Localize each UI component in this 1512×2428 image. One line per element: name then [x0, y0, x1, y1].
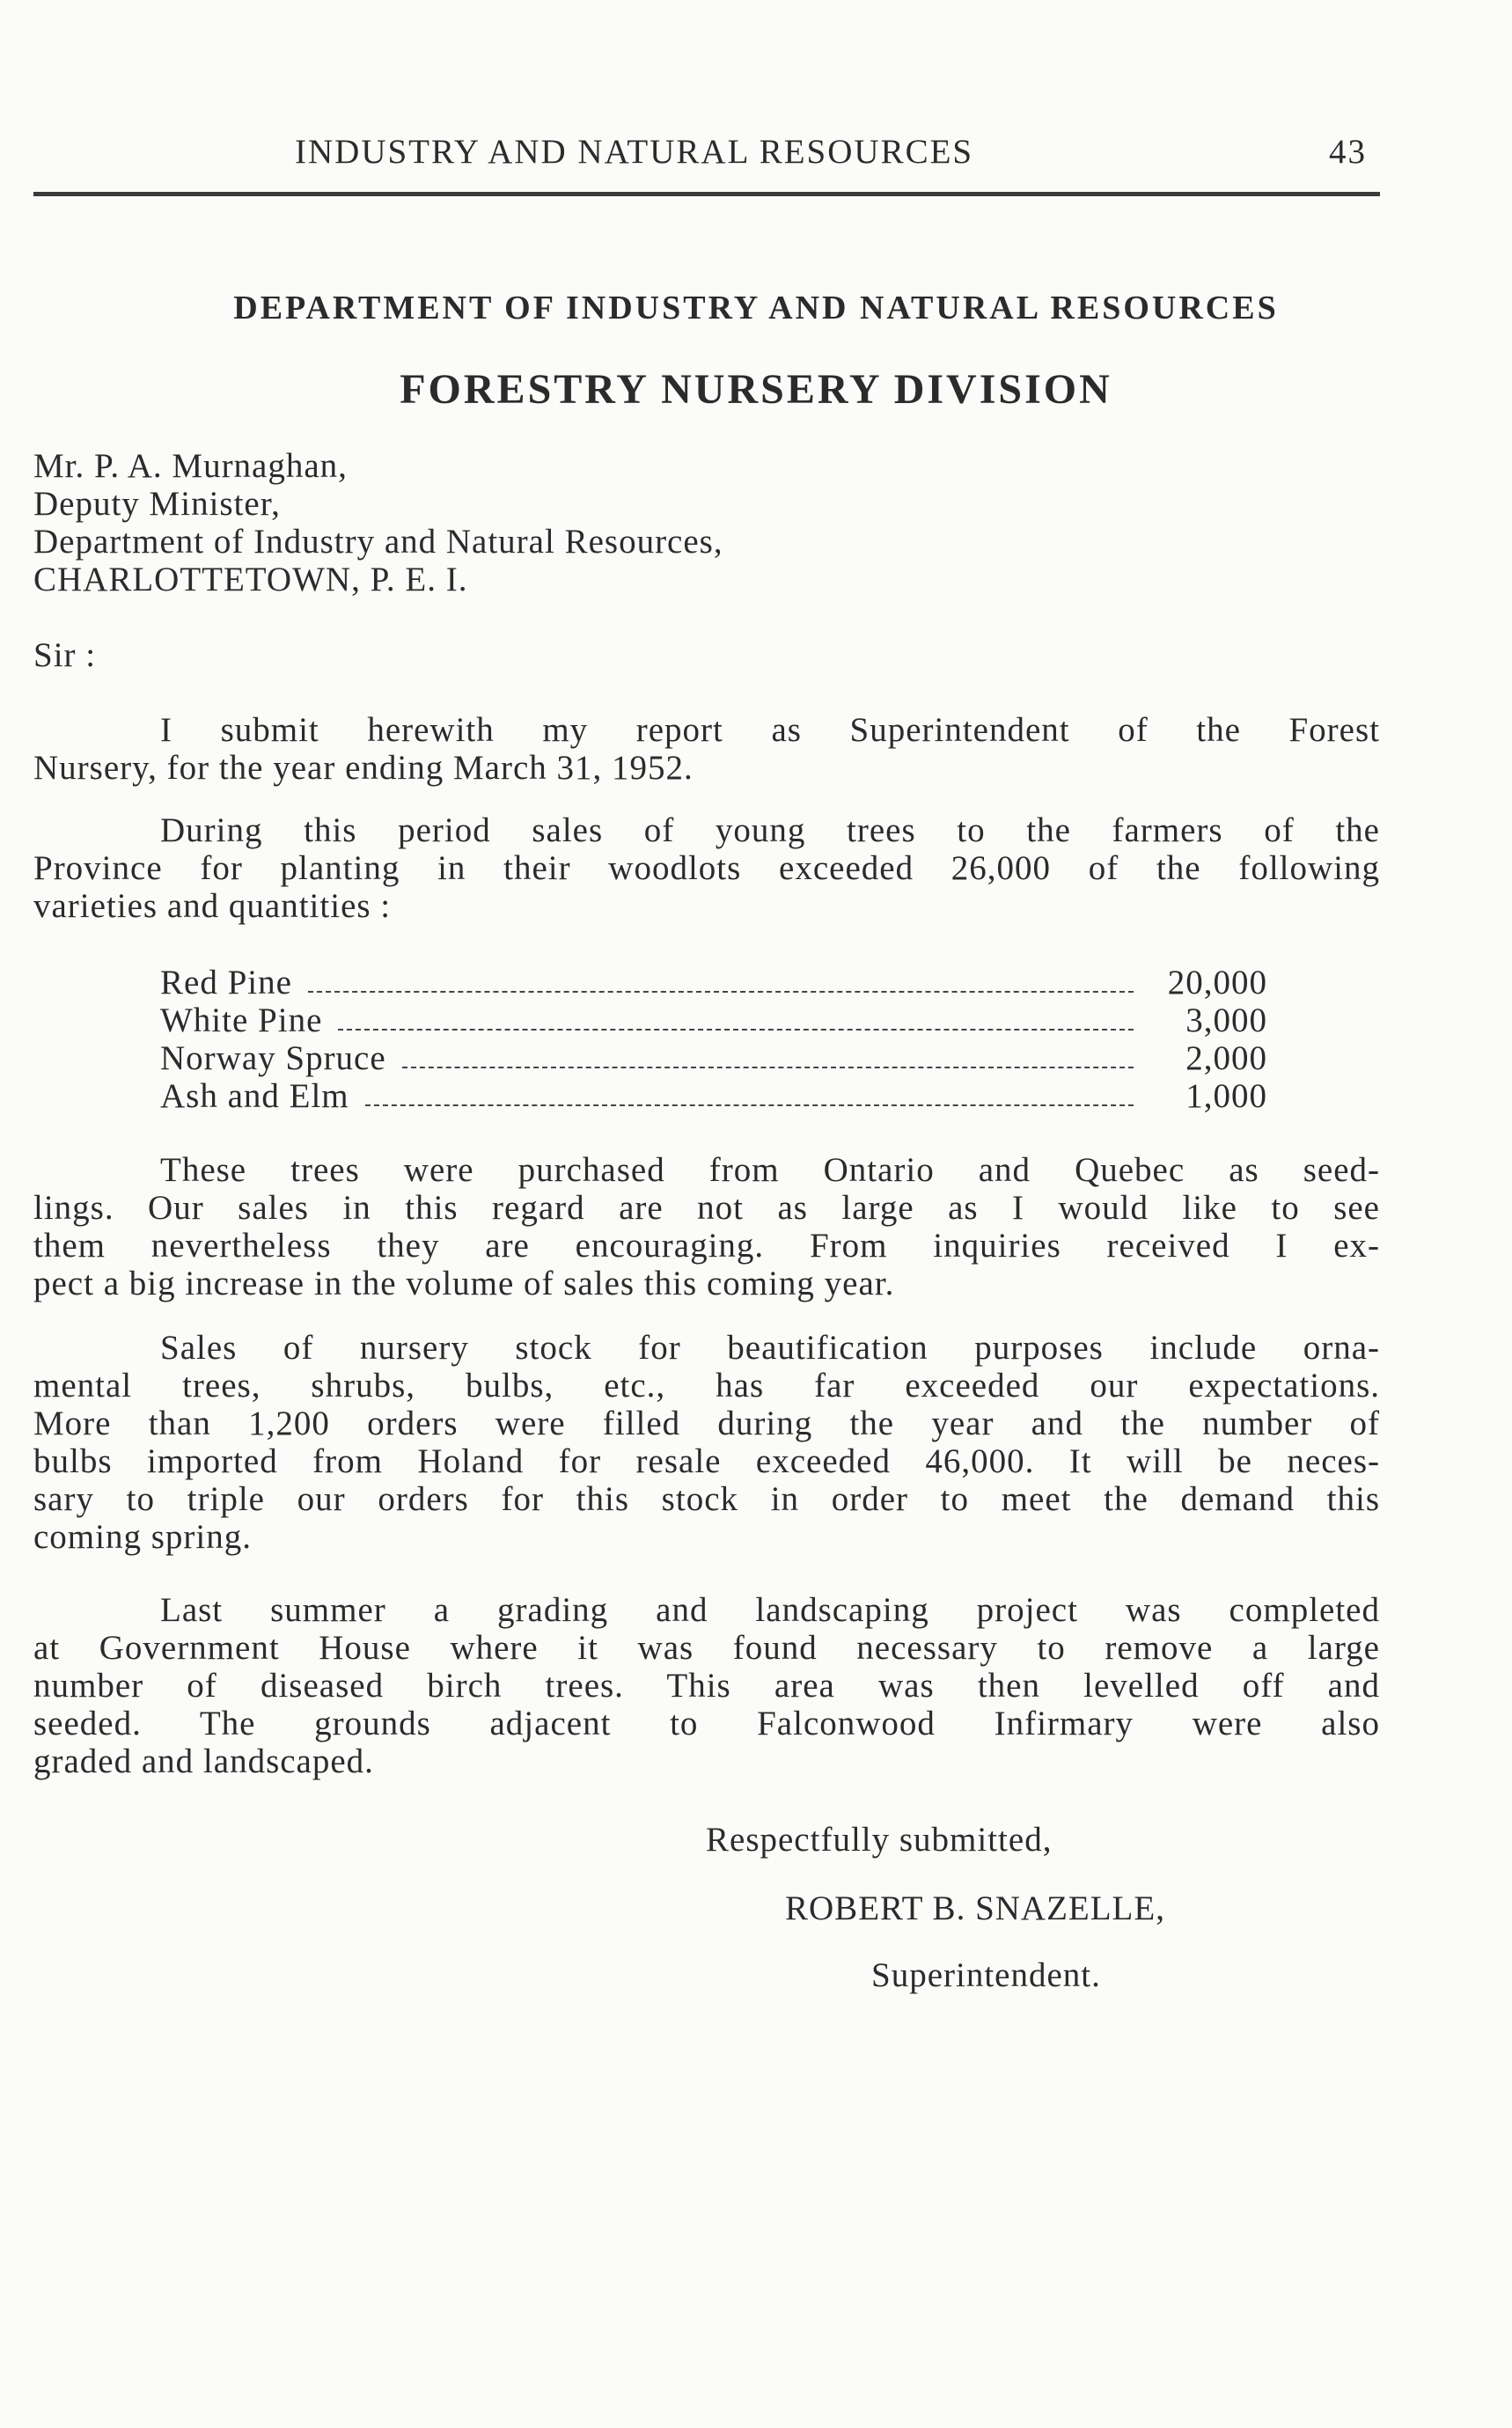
tree-quantities-list	[160, 964, 1267, 1115]
variety-name: Ash and Elm	[160, 1077, 349, 1115]
header-rule	[33, 192, 1380, 196]
recipient-address	[33, 447, 723, 598]
dotted-leader	[308, 991, 1134, 993]
list-item	[160, 964, 1267, 1001]
variety-name: Red Pine	[160, 964, 292, 1001]
paragraph-landscaping	[33, 1591, 1380, 1780]
signatory-title: Superintendent.	[871, 1956, 1101, 1994]
list-item	[160, 1001, 1267, 1039]
salutation: Sir :	[33, 636, 97, 674]
complimentary-close: Respectfully submitted,	[706, 1821, 1053, 1859]
address-line: CHARLOTTETOWN, P. E. I.	[33, 561, 468, 598]
paragraph-seedlings	[33, 1151, 1380, 1302]
address-line: Mr. P. A. Murnaghan,	[33, 447, 348, 485]
department-heading: DEPARTMENT OF INDUSTRY AND NATURAL RESOURCES	[233, 290, 1279, 326]
address-line: Department of Industry and Natural Resources,	[33, 523, 723, 561]
variety-quantity: 3,000	[1185, 1001, 1267, 1039]
variety-quantity: 20,000	[1167, 964, 1267, 1001]
paragraph-line: them nevertheless they are encouraging. From inquiries received I ex-	[33, 1227, 1380, 1265]
paragraph-line: During this period sales of young trees to the farmers of the	[160, 811, 1380, 849]
address-line: Deputy Minister,	[33, 485, 281, 523]
division-heading: FORESTRY NURSERY DIVISION	[400, 366, 1112, 413]
paragraph-line: Last summer a grading and landscaping project was completed	[160, 1591, 1380, 1629]
paragraph-line: graded and landscaped.	[33, 1742, 374, 1780]
page-number: 43	[1329, 133, 1367, 171]
paragraph-line: Province for planting in their woodlots exceeded 26,000 of the following	[33, 849, 1380, 887]
paragraph-line: These trees were purchased from Ontario and Quebec as seed-	[160, 1151, 1380, 1189]
paragraph-nursery-stock	[33, 1329, 1380, 1556]
signatory-name: ROBERT B. SNAZELLE,	[785, 1889, 1165, 1927]
paragraph-line: at Government House where it was found necessary to remove a large	[33, 1629, 1380, 1667]
dotted-leader	[365, 1104, 1134, 1106]
list-item	[160, 1077, 1267, 1115]
paragraph-line: More than 1,200 orders were filled during the year and the number of	[33, 1405, 1380, 1442]
variety-quantity: 1,000	[1185, 1077, 1267, 1115]
paragraph-line: lings. Our sales in this regard are not as large as I would like to see	[33, 1189, 1380, 1227]
paragraph-line: seeded. The grounds adjacent to Falconwood Infirmary were also	[33, 1705, 1380, 1742]
paragraph-line: sary to triple our orders for this stock in order to meet the demand this	[33, 1480, 1380, 1518]
dotted-leader	[402, 1067, 1134, 1068]
paragraph-line: coming spring.	[33, 1518, 252, 1556]
paragraph-line: bulbs imported from Holand for resale exceeded 46,000. It will be neces-	[33, 1442, 1380, 1480]
paragraph-line: Nursery, for the year ending March 31, 1952.	[33, 749, 694, 787]
paragraph-line: number of diseased birch trees. This area was then levelled off and	[33, 1667, 1380, 1705]
paragraph-line: Sales of nursery stock for beautification purposes include orna-	[160, 1329, 1380, 1367]
paragraph-line: I submit herewith my report as Superintendent of the Forest	[160, 711, 1380, 749]
paragraph-line: mental trees, shrubs, bulbs, etc., has far exceeded our expectations.	[33, 1367, 1380, 1405]
paragraph-line: varieties and quantities :	[33, 887, 392, 925]
list-item	[160, 1039, 1267, 1077]
dotted-leader	[338, 1029, 1134, 1031]
running-head-title: INDUSTRY AND NATURAL RESOURCES	[295, 133, 974, 171]
paragraph-report-intro	[33, 711, 1380, 787]
variety-quantity: 2,000	[1185, 1039, 1267, 1077]
paragraph-sales-summary	[33, 811, 1380, 925]
variety-name: Norway Spruce	[160, 1039, 386, 1077]
paragraph-line: pect a big increase in the volume of sales this coming year.	[33, 1265, 895, 1302]
variety-name: White Pine	[160, 1001, 323, 1039]
